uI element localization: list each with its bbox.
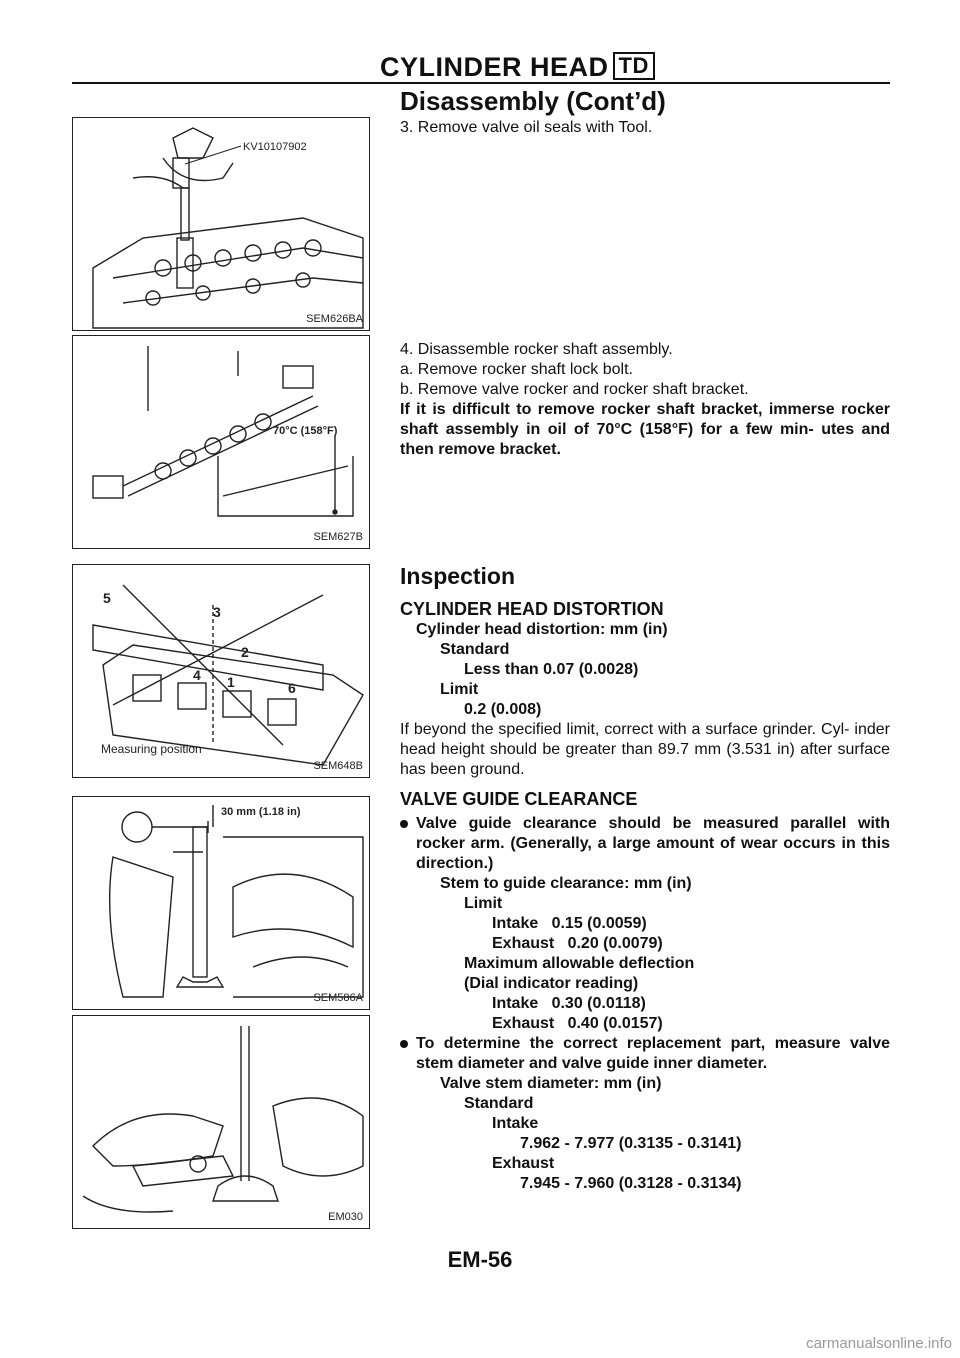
tool-label: KV10107902 (243, 141, 307, 153)
step-3-text: 3. Remove valve oil seals with Tool. (400, 119, 653, 136)
figure-code: SEM586A (313, 992, 363, 1004)
deflection-intake: Intake 0.30 (0.0118) (492, 995, 646, 1012)
model-badge: TD (613, 52, 655, 80)
valve-guide-heading: VALVE GUIDE CLEARANCE (400, 789, 638, 809)
watermark: carmanualsonline.info (806, 1335, 952, 1352)
header-rule (72, 82, 890, 84)
figure-code: EM030 (328, 1211, 363, 1223)
figure-distortion (72, 564, 370, 778)
position-6: 6 (288, 680, 296, 696)
position-4: 4 (193, 667, 201, 683)
distortion-note: If beyond the specified limit, correct with a surface grinder. Cyl- inder head height should be greater than 89.7 mm (3.531 in) after surface has been ground. (400, 721, 890, 778)
step-4-text: 4. Disassemble rocker shaft assembly. (400, 341, 673, 358)
valve-guide-bullet-2-text: To determine the correct replacement part, measure valve stem diameter and valve guide inner diameter. (416, 1035, 890, 1072)
rocker-shaft-illustration (73, 336, 370, 549)
bullet-dot (400, 1040, 408, 1048)
figure-stem-diameter (72, 1015, 370, 1229)
valve-guide-block (400, 788, 890, 1194)
measuring-position-label: Measuring position (101, 742, 202, 756)
stem-diameter-standard-label: Standard (464, 1095, 534, 1112)
distortion-spec-title: Cylinder head distortion: mm (in) (416, 621, 668, 638)
valve-guide-bullet-1 (400, 814, 890, 874)
position-3: 3 (213, 604, 221, 620)
inspection-block (400, 562, 890, 780)
position-2: 2 (241, 644, 249, 660)
valve-seal-illustration (73, 118, 370, 331)
stem-diameter-intake-value: 7.962 - 7.977 (0.3135 - 0.3141) (520, 1135, 742, 1152)
max-deflection-label: Maximum allowable deflection (464, 955, 695, 972)
figure-code: SEM648B (313, 760, 363, 772)
figure-code: SEM627B (313, 531, 363, 543)
deflection-exhaust: Exhaust 0.40 (0.0157) (492, 1015, 663, 1032)
micrometer-illustration (73, 1016, 370, 1229)
temperature-label: 70°C (158°F) (273, 425, 338, 437)
position-1: 1 (227, 674, 235, 690)
stem-clearance-intake: Intake 0.15 (0.0059) (492, 915, 647, 932)
stem-diameter-title: Valve stem diameter: mm (in) (440, 1075, 662, 1092)
dial-indicator-label: (Dial indicator reading) (464, 975, 639, 992)
distortion-heading: CYLINDER HEAD DISTORTION (400, 599, 664, 619)
step-4a-text: a. Remove rocker shaft lock bolt. (400, 361, 633, 378)
inspection-heading: Inspection (400, 563, 516, 589)
distortion-standard-label: Standard (440, 641, 510, 658)
stem-clearance-limit-label: Limit (464, 895, 503, 912)
bullet-dot (400, 820, 408, 828)
figure-valve-guide (72, 796, 370, 1010)
distortion-standard-value: Less than 0.07 (0.0028) (464, 661, 639, 678)
figure-valve-oil-seal (72, 117, 370, 331)
valve-guide-bullet-1-text: Valve guide clearance should be measured parallel with rocker arm. (Generally, a large amount of wear occurs in this direction.) (416, 815, 890, 872)
position-5: 5 (103, 590, 111, 606)
step-3-block (400, 118, 890, 138)
page-title: CYLINDER HEAD TD (380, 52, 655, 83)
step-4b-text: b. Remove valve rocker and rocker shaft bracket. (400, 381, 749, 398)
distance-label: 30 mm (1.18 in) (221, 806, 301, 818)
stem-clearance-exhaust: Exhaust 0.20 (0.0079) (492, 935, 663, 952)
distortion-illustration (73, 565, 370, 778)
figure-rocker-shaft (72, 335, 370, 549)
stem-diameter-intake-label: Intake (492, 1115, 539, 1132)
distortion-limit-label: Limit (440, 681, 479, 698)
page-subtitle: Disassembly (Cont’d) (400, 86, 666, 116)
distortion-limit-value: 0.2 (0.008) (464, 701, 542, 718)
page-number: EM-56 (447, 1247, 513, 1272)
stem-diameter-exhaust-value: 7.945 - 7.960 (0.3128 - 0.3134) (520, 1175, 742, 1192)
stem-clearance-title: Stem to guide clearance: mm (in) (440, 875, 692, 892)
valve-guide-bullet-2 (400, 1034, 890, 1074)
step-4-note: If it is difficult to remove rocker shaft bracket, immerse rocker shaft assembly in oil of 70°C (158°F) for a few min- utes and then remove bracket. (400, 401, 890, 458)
valve-guide-illustration (73, 797, 370, 1010)
step-4-block (400, 340, 890, 460)
stem-diameter-exhaust-label: Exhaust (492, 1155, 555, 1172)
figure-code: SEM626BA (306, 313, 363, 325)
